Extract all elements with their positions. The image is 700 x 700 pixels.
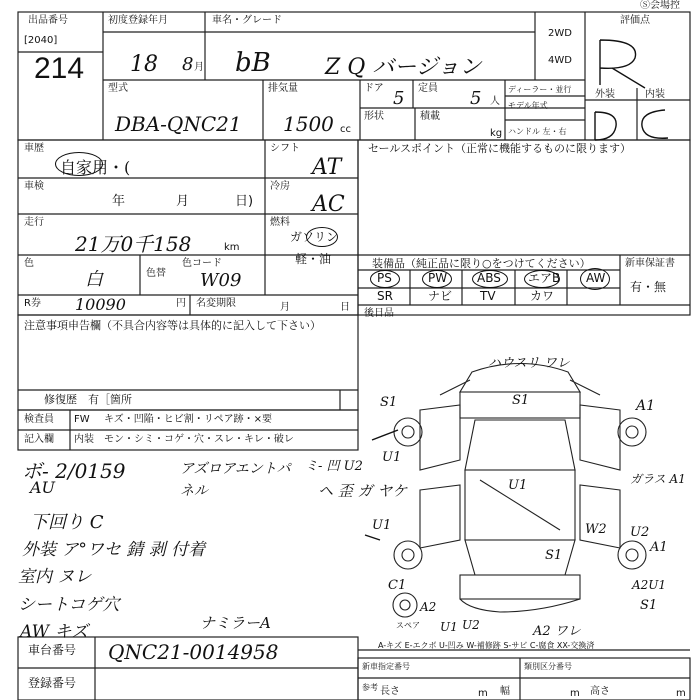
- repair-label: 修復歴 有［箇所: [44, 393, 132, 406]
- back-seat-label: 後日品: [364, 308, 394, 319]
- mark-19: スペア: [396, 621, 420, 630]
- km-unit: km: [224, 242, 240, 253]
- load-label: 積載: [420, 111, 440, 122]
- note-4: ヘ 歪 ガ ヤケ: [318, 482, 408, 500]
- usage-circle: [55, 152, 103, 176]
- equip-aw: AW: [586, 271, 606, 285]
- deadline-label: 名変期限: [196, 298, 236, 309]
- mark-12: C1: [388, 578, 407, 593]
- exterior-label: 外装: [595, 89, 615, 100]
- mark-1: S1: [380, 395, 398, 410]
- first-reg-label: 初度登録年月: [108, 15, 168, 26]
- usage-value: 自家用・(: [60, 158, 131, 177]
- mark-8: W2: [585, 522, 607, 537]
- dim-m-3: m: [676, 688, 686, 699]
- code-label: [2040]: [24, 35, 58, 46]
- shape-label: 形状: [364, 111, 384, 122]
- drive-4wd: 4WD: [548, 55, 572, 66]
- drive-2wd: 2WD: [548, 28, 572, 39]
- fuel-label: 燃料: [270, 217, 290, 228]
- ac-value: AC: [312, 192, 345, 217]
- mark-16: S1: [640, 598, 658, 613]
- dim-m-2: m: [570, 688, 580, 699]
- ps-circle: [370, 270, 400, 288]
- doors-value: 5: [393, 88, 405, 109]
- new-car-label: 新車指定番号: [362, 662, 410, 671]
- car-name: bB: [235, 48, 271, 78]
- chassis-label: 車台番号: [28, 643, 77, 657]
- exterior-grade: [588, 108, 589, 109]
- deadline-day: 日: [340, 302, 350, 313]
- handle-label: ハンドル 左・右: [508, 127, 567, 136]
- warranty-label: 新車保証書: [625, 258, 675, 269]
- mark-18: U2: [462, 618, 480, 632]
- note-2: アズロアエントパネル: [180, 461, 291, 499]
- model-year-label: モデル年式: [508, 101, 548, 110]
- first-reg-month: 8: [182, 54, 194, 75]
- aw-circle: [580, 268, 610, 290]
- mileage-value: 21万0千158: [75, 232, 192, 256]
- kg-unit: kg: [490, 128, 503, 139]
- note-10: ナミラーA: [200, 614, 271, 632]
- note-3: ミ- 凹 U2: [305, 459, 363, 474]
- note-7: 室内 ヌレ: [18, 567, 92, 587]
- note-1: AU: [30, 478, 56, 497]
- dim-height: 高さ: [590, 686, 610, 697]
- inspector-label: 検査員: [24, 414, 54, 425]
- chassis-number: QNC21-0014958: [108, 640, 279, 664]
- top-right-mark: Ⓢ会場控: [640, 0, 680, 11]
- mark-15: A2U1: [632, 578, 667, 592]
- displacement-label: 排気量: [268, 83, 298, 94]
- color-label: 色: [24, 258, 34, 269]
- mark-7: U2: [630, 525, 650, 540]
- fuel-circle: [306, 227, 338, 247]
- fuel-options-2: 軽・油: [295, 252, 332, 266]
- first-reg-year: 18: [130, 52, 158, 77]
- equipment-label: 装備品（純正品に限り○をつけてください）: [372, 257, 591, 270]
- equip-leather: カワ: [530, 289, 555, 303]
- shift-value: AT: [312, 155, 342, 180]
- color-value: 白: [85, 269, 103, 290]
- capacity-value: 5: [470, 88, 482, 109]
- note-5: 下回り C: [30, 512, 104, 533]
- size-label: 類別区分番号: [524, 662, 572, 671]
- dim-length: 長さ: [380, 686, 400, 697]
- legend-1: キズ・凹陥・ヒビ割・リペア跡・×要: [104, 414, 272, 425]
- reg-label: 登録番号: [28, 676, 77, 690]
- yen-unit: 円: [176, 298, 186, 309]
- dim-width: 幅: [500, 686, 510, 697]
- lot-number: 214: [34, 52, 85, 85]
- displacement-value: 1500: [283, 112, 334, 136]
- equip-tv: TV: [480, 289, 496, 303]
- capacity-label: 定員: [418, 83, 438, 94]
- fw-label: FW: [74, 414, 90, 425]
- note-8: シートコゲ穴: [18, 595, 120, 615]
- usage-label: 車歴: [24, 143, 44, 154]
- note-0: ボ- 2/0159: [22, 459, 126, 483]
- insp-year-unit: 年: [112, 194, 126, 209]
- ac-label: 冷房: [270, 181, 290, 192]
- recycle-fee: 10090: [75, 295, 126, 314]
- equip-sr: SR: [377, 289, 393, 303]
- mark-5: U1: [508, 478, 528, 493]
- damage-legend: A-キズ E-エクボ U-凹み W-補修跡 S-サビ C-腐食 XX-交換済: [378, 641, 595, 650]
- note-6: 外装 ア°ワセ 錆 剥 付着: [22, 540, 206, 560]
- color-code: W09: [200, 270, 242, 291]
- rating-value: [620, 45, 621, 46]
- mark-2: S1: [512, 393, 530, 408]
- cc-unit: cc: [340, 124, 351, 135]
- mark-11: ガラス A1: [630, 472, 686, 486]
- ref-label: 参考: [362, 683, 378, 692]
- rating-label: 評価点: [620, 15, 650, 26]
- deadline-month: 月: [280, 302, 290, 313]
- color-code-label: 色コード: [182, 258, 222, 269]
- insp-month-unit: 月: [176, 194, 190, 209]
- mark-4: U1: [382, 450, 402, 465]
- equip-pw: PW: [428, 271, 448, 285]
- fuel-options: ガソリン: [290, 230, 339, 244]
- mileage-label: 走行: [24, 217, 44, 228]
- warranty-value: 有・無: [630, 280, 667, 294]
- mark-17: U1: [440, 620, 458, 634]
- sales-point-label: セールスポイント（正常に機能するものに限ります）: [368, 142, 632, 155]
- mark-3: A1: [636, 398, 656, 414]
- shift-label: シフト: [270, 143, 300, 154]
- interior-grade: [640, 108, 641, 109]
- mark-10: A1: [650, 540, 668, 555]
- equip-ps: PS: [377, 271, 392, 285]
- month-unit: 月: [194, 62, 204, 73]
- lot-label: 出品番号: [28, 15, 68, 26]
- color-change-label: 色替: [146, 268, 166, 279]
- inner-label: 内装: [74, 434, 94, 445]
- equip-navi: ナビ: [428, 289, 453, 303]
- capacity-unit: 人: [490, 96, 500, 107]
- recycle-label: R券: [24, 298, 41, 309]
- pw-circle: [422, 270, 452, 288]
- model-value: DBA-QNC21: [115, 112, 242, 136]
- interior-label: 内装: [645, 89, 665, 100]
- dim-m-1: m: [478, 688, 488, 699]
- dealer-label: ディーラー・並行: [508, 85, 572, 94]
- equip-airbag: エアB: [528, 271, 561, 285]
- note-9: AW キズ: [20, 622, 89, 642]
- grade: Z Q バージョン: [325, 55, 482, 80]
- mark-0: ハウスリ ワレ: [488, 356, 570, 371]
- airbag-circle: [524, 270, 560, 288]
- door-label: ドア: [364, 83, 384, 94]
- mark-6: U1: [372, 518, 392, 533]
- mark-14: A2 ワレ: [533, 624, 581, 639]
- abs-circle: [472, 270, 508, 288]
- entry-label: 記入欄: [24, 434, 54, 445]
- car-name-label: 車名・グレード: [212, 15, 282, 26]
- inspection-label: 車検: [24, 181, 44, 192]
- equip-abs: ABS: [477, 271, 501, 285]
- insp-day-unit: 日): [235, 194, 254, 209]
- notice-label: 注意事項申告欄（不具合内容等は具体的に記入して下さい）: [24, 319, 321, 332]
- model-label: 型式: [108, 83, 128, 94]
- legend-2: モン・シミ・コゲ・穴・スレ・キレ・破レ: [104, 434, 294, 445]
- mark-13: A2: [420, 600, 437, 614]
- mark-9: S1: [545, 548, 563, 563]
